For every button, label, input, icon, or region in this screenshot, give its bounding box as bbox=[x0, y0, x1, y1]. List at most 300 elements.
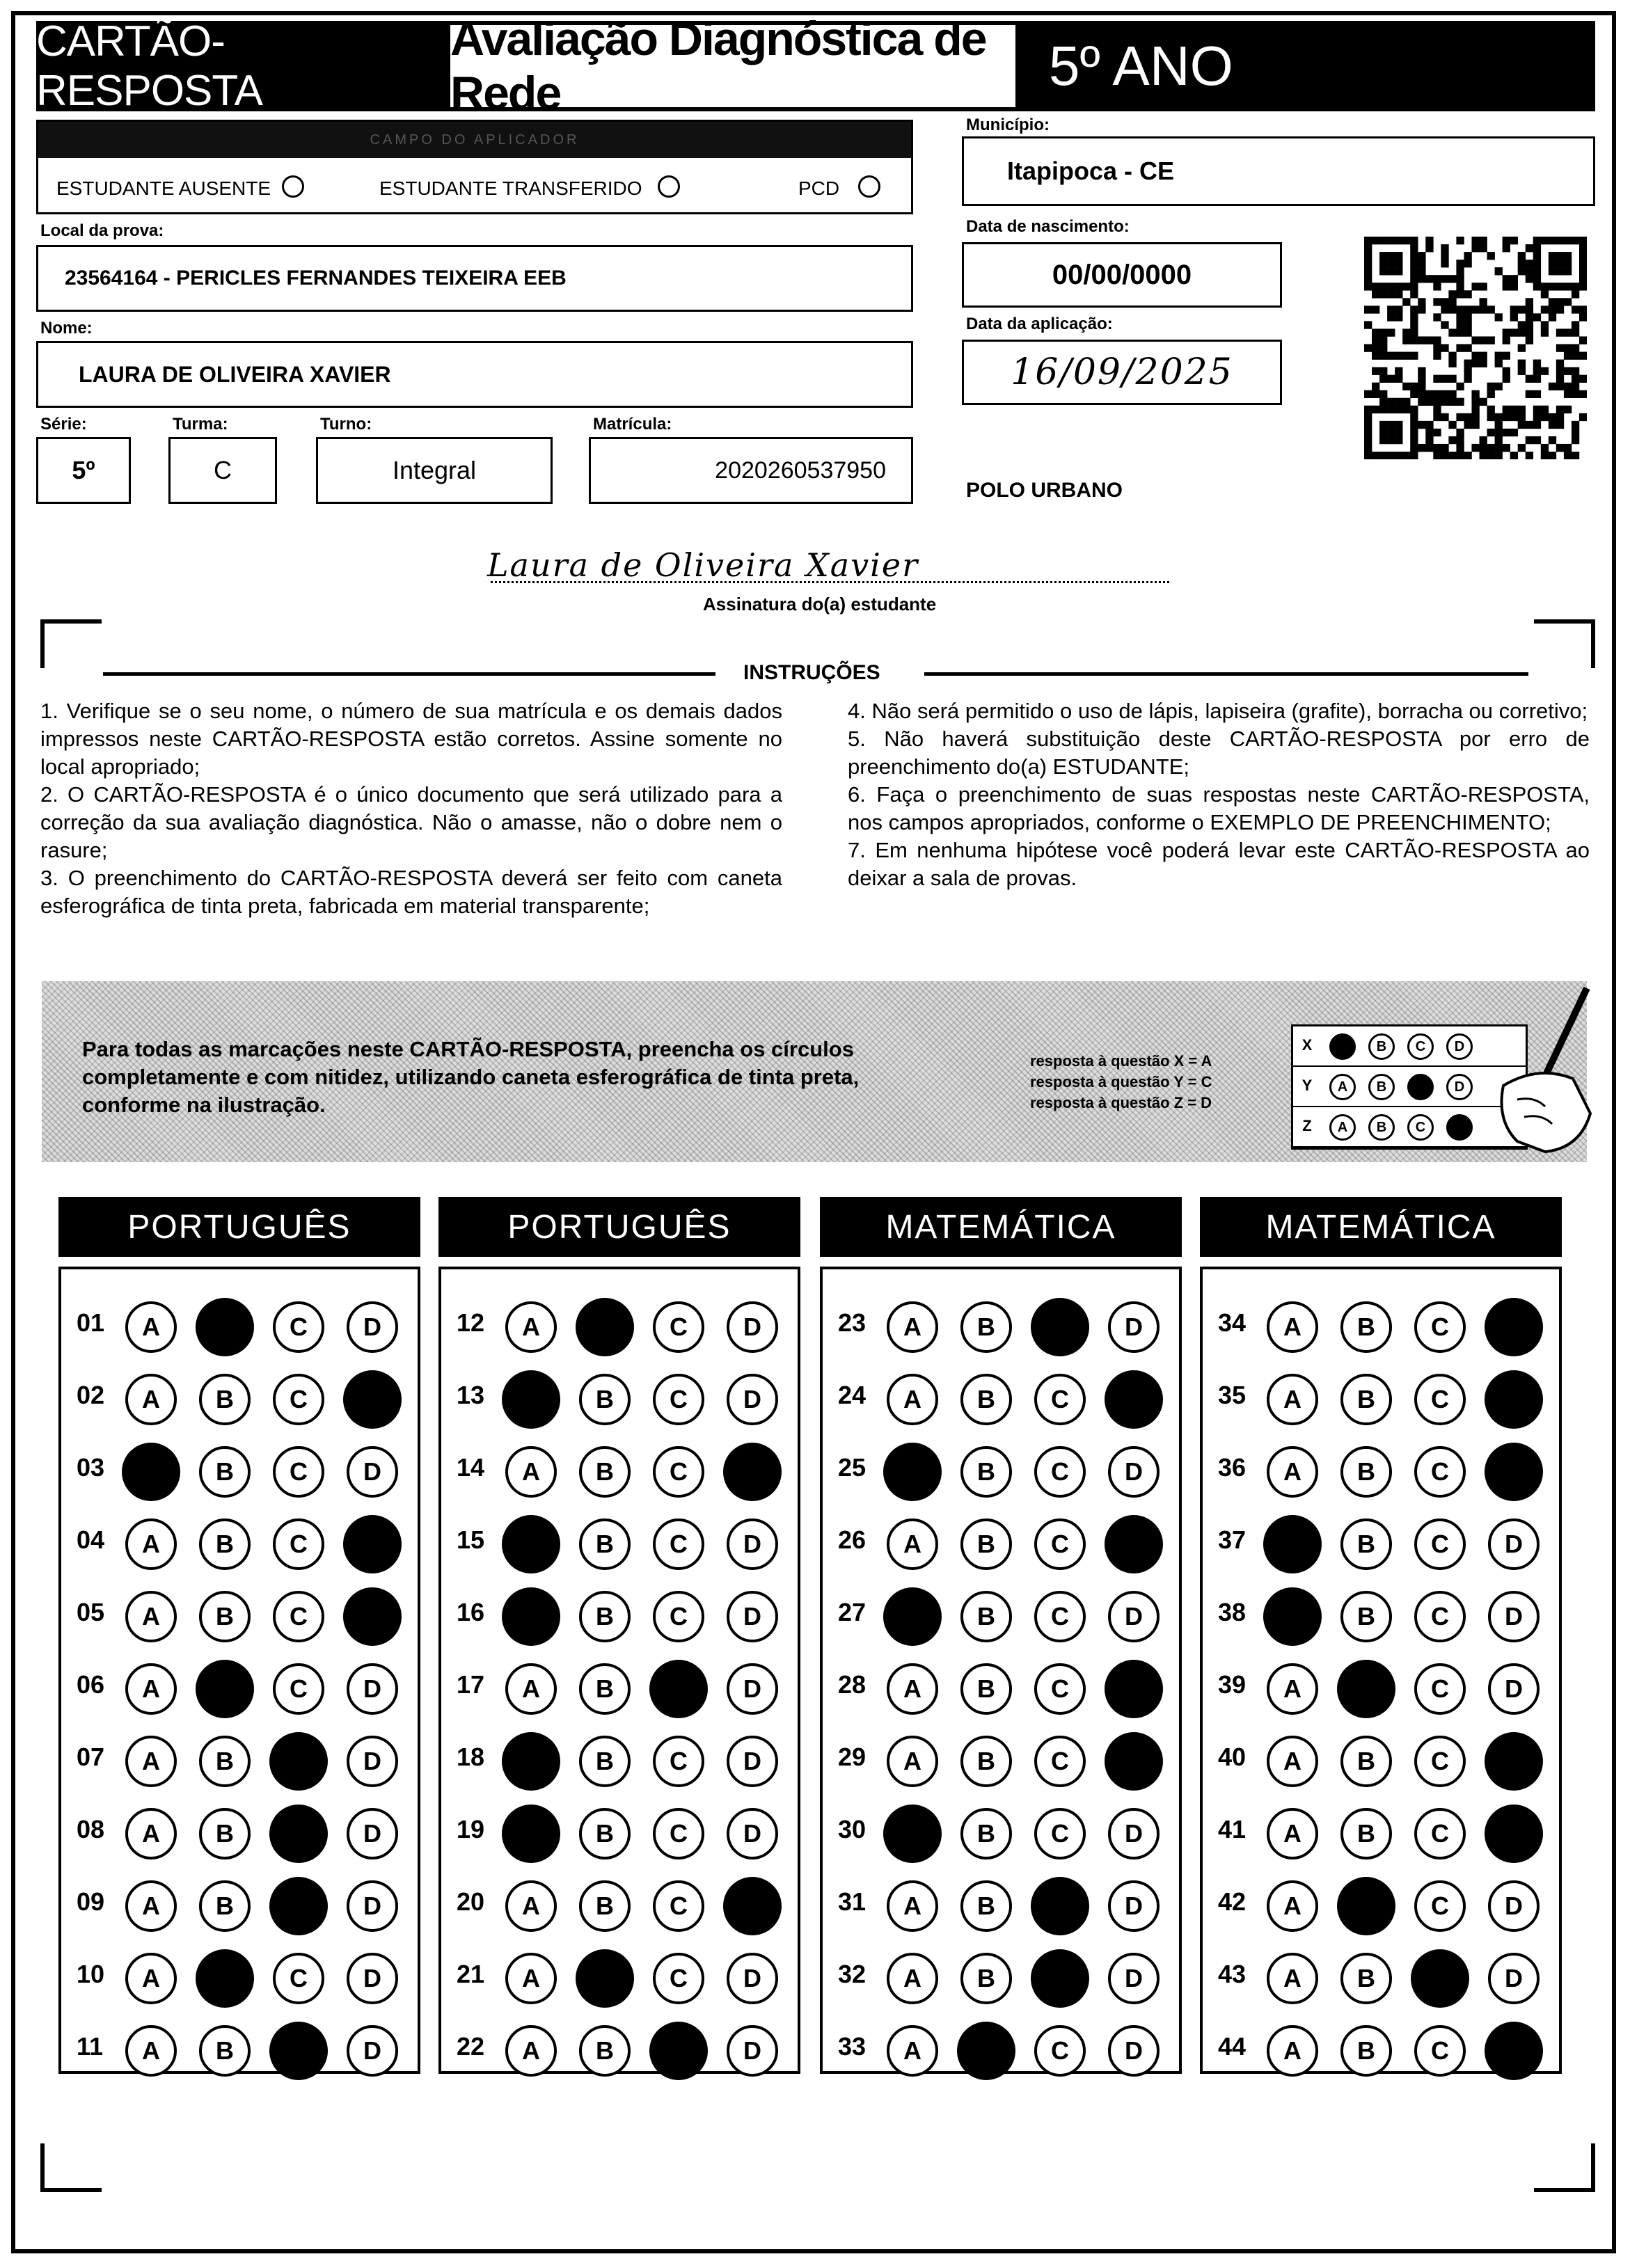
instructions-left-column bbox=[40, 697, 782, 920]
question-row bbox=[441, 1286, 798, 1360]
answer-bubble-a[interactable]: A bbox=[887, 1663, 938, 1715]
answer-bubble-d[interactable]: D bbox=[1108, 1591, 1160, 1642]
question-number: 15 bbox=[457, 1525, 485, 1554]
answer-bubble-d[interactable]: D bbox=[347, 1301, 398, 1353]
question-row bbox=[1203, 1648, 1559, 1722]
transferred-checkbox[interactable] bbox=[658, 175, 680, 198]
question-row bbox=[823, 1431, 1179, 1505]
answer-bubble-c[interactable] bbox=[1031, 1949, 1089, 2008]
corner-bracket-top-right bbox=[1534, 619, 1595, 668]
answer-bubble-c[interactable]: C bbox=[1414, 1663, 1466, 1715]
answer-bubble-a[interactable] bbox=[883, 1587, 942, 1646]
question-row bbox=[441, 1865, 798, 1939]
grade-label: 5º ANO bbox=[1049, 35, 1233, 97]
question-number: 36 bbox=[1218, 1453, 1247, 1482]
answer-bubble-a[interactable]: A bbox=[125, 1880, 177, 1932]
example-bubble: C bbox=[1407, 1033, 1434, 1060]
answer-column bbox=[1200, 1267, 1562, 2074]
question-row bbox=[441, 2010, 798, 2084]
answer-bubble-d[interactable] bbox=[343, 1587, 402, 1646]
answer-bubble-c[interactable] bbox=[269, 1877, 328, 1935]
answer-column bbox=[438, 1267, 800, 2074]
question-row bbox=[61, 1431, 418, 1505]
answer-bubble-c[interactable]: C bbox=[653, 1518, 704, 1570]
signature-caption: Assinatura do(a) estudante bbox=[703, 594, 937, 614]
answer-bubble-d[interactable]: D bbox=[1108, 1446, 1160, 1498]
answer-bubble-b[interactable]: B bbox=[199, 1880, 251, 1932]
question-row bbox=[823, 1286, 1179, 1360]
pcd-checkbox[interactable] bbox=[858, 175, 880, 198]
corner-bracket-bottom-right bbox=[1534, 2143, 1595, 2192]
answer-bubble-a[interactable] bbox=[883, 1805, 942, 1863]
answer-bubble-a[interactable]: A bbox=[125, 1301, 177, 1353]
answer-bubble-d[interactable]: D bbox=[1488, 1953, 1540, 2004]
question-row bbox=[1203, 1286, 1559, 1360]
answer-bubble-b[interactable]: B bbox=[1340, 1374, 1392, 1425]
answer-bubble-d[interactable]: D bbox=[727, 1518, 778, 1570]
answer-bubble-b[interactable]: B bbox=[199, 1736, 251, 1787]
answer-bubble-a[interactable]: A bbox=[125, 1808, 177, 1859]
pcd-label: PCD bbox=[798, 177, 840, 199]
answer-bubble-a[interactable]: A bbox=[505, 1663, 557, 1715]
answer-bubble-b[interactable]: B bbox=[199, 1374, 251, 1425]
example-bubble: B bbox=[1368, 1033, 1395, 1060]
question-number: 07 bbox=[77, 1743, 105, 1771]
answer-bubble-a[interactable]: A bbox=[1267, 1663, 1318, 1715]
answer-bubble-a[interactable]: A bbox=[505, 1953, 557, 2004]
answer-bubble-d[interactable]: D bbox=[1108, 1953, 1160, 2004]
instruction-item: 2. O CARTÃO-RESPOSTA é o único documento que será utilizado para a correção da sua avaliação diagnóstica. Não o amasse, não o dobre nem o rasure; bbox=[40, 782, 782, 862]
subject-header: MATEMÁTICA bbox=[820, 1197, 1182, 1257]
answer-bubble-b[interactable]: B bbox=[579, 1736, 631, 1787]
question-number: 33 bbox=[838, 2032, 867, 2061]
answer-bubble-a[interactable]: A bbox=[887, 2025, 938, 2077]
answer-bubble-a[interactable]: A bbox=[125, 1518, 177, 1570]
municipio-field: Itapipoca - CE bbox=[962, 136, 1595, 206]
question-row bbox=[823, 1720, 1179, 1794]
answer-bubble-c[interactable]: C bbox=[273, 1953, 324, 2004]
answer-bubble-a[interactable]: A bbox=[1267, 2025, 1318, 2077]
answer-bubble-c[interactable]: C bbox=[1414, 2025, 1466, 2077]
answer-bubble-b[interactable]: B bbox=[199, 1808, 251, 1859]
instruction-item: 5. Não haverá substituição deste CARTÃO-RESPOSTA por erro de preenchimento do(a) ESTUDANTE; bbox=[848, 727, 1590, 779]
answer-bubble-c[interactable]: C bbox=[1034, 1518, 1086, 1570]
question-row bbox=[61, 1865, 418, 1939]
answer-bubble-c[interactable]: C bbox=[653, 1808, 704, 1859]
question-number: 08 bbox=[77, 1815, 105, 1843]
question-number: 38 bbox=[1218, 1598, 1247, 1626]
answer-bubble-b[interactable]: B bbox=[1340, 1518, 1392, 1570]
example-bubble: A bbox=[1329, 1074, 1356, 1100]
answer-bubble-a[interactable]: A bbox=[1267, 1446, 1318, 1498]
answer-bubble-d[interactable] bbox=[343, 1370, 402, 1429]
answer-bubble-b[interactable]: B bbox=[579, 2025, 631, 2077]
answer-column bbox=[820, 1267, 1182, 2074]
answer-bubble-d[interactable]: D bbox=[1488, 1591, 1540, 1642]
answer-bubble-c[interactable]: C bbox=[1414, 1301, 1466, 1353]
question-row bbox=[823, 1937, 1179, 2011]
answer-bubble-d[interactable]: D bbox=[727, 1808, 778, 1859]
question-row bbox=[441, 1720, 798, 1794]
answer-bubble-c[interactable] bbox=[1411, 1949, 1469, 2008]
answer-bubble-c[interactable]: C bbox=[653, 1301, 704, 1353]
question-number: 16 bbox=[457, 1598, 485, 1626]
question-number: 30 bbox=[838, 1815, 867, 1843]
answer-bubble-a[interactable]: A bbox=[125, 1591, 177, 1642]
question-row bbox=[61, 1576, 418, 1649]
question-row bbox=[823, 1576, 1179, 1649]
answer-bubble-a[interactable]: A bbox=[125, 2025, 177, 2077]
answer-bubble-d[interactable] bbox=[723, 1443, 782, 1501]
example-bubble bbox=[1407, 1074, 1434, 1100]
answer-bubble-d[interactable]: D bbox=[1108, 1880, 1160, 1932]
turno-field: Integral bbox=[316, 437, 553, 504]
answer-bubble-b[interactable]: B bbox=[579, 1880, 631, 1932]
answer-bubble-b[interactable]: B bbox=[960, 1663, 1012, 1715]
instruction-item: 6. Faça o preenchimento de suas respostas neste CARTÃO-RESPOSTA, nos campos apropriados, conforme o EXEMPLO DE PREENCHIMENTO; bbox=[848, 782, 1590, 834]
question-row bbox=[441, 1358, 798, 1432]
question-row bbox=[61, 1648, 418, 1722]
answer-bubble-c[interactable]: C bbox=[653, 1953, 704, 2004]
answer-bubble-a[interactable]: A bbox=[887, 1880, 938, 1932]
answer-bubble-c[interactable]: C bbox=[1034, 1808, 1086, 1859]
answer-bubble-b[interactable]: B bbox=[1340, 1591, 1392, 1642]
answer-bubble-d[interactable] bbox=[1485, 1732, 1543, 1791]
question-number: 20 bbox=[457, 1887, 485, 1916]
answer-bubble-b[interactable]: B bbox=[199, 2025, 251, 2077]
answer-bubble-a[interactable] bbox=[502, 1370, 560, 1429]
answer-bubble-b[interactable]: B bbox=[960, 1736, 1012, 1787]
answer-bubble-c[interactable] bbox=[269, 1732, 328, 1791]
answer-bubble-b[interactable]: B bbox=[1340, 1446, 1392, 1498]
question-number: 32 bbox=[838, 1960, 867, 1988]
answer-bubble-b[interactable] bbox=[1337, 1877, 1395, 1935]
question-row bbox=[1203, 1503, 1559, 1577]
answer-bubble-c[interactable]: C bbox=[273, 1518, 324, 1570]
answer-bubble-b[interactable] bbox=[196, 1298, 254, 1356]
turma-label: Turma: bbox=[173, 415, 228, 434]
answer-bubble-a[interactable]: A bbox=[505, 1880, 557, 1932]
question-number: 41 bbox=[1218, 1815, 1247, 1843]
example-row-label: Z bbox=[1302, 1117, 1312, 1134]
corner-bracket-bottom-left bbox=[40, 2143, 102, 2192]
answer-bubble-c[interactable]: C bbox=[1414, 1374, 1466, 1425]
answer-bubble-b[interactable]: B bbox=[199, 1518, 251, 1570]
matricula-field: 2020260537950 bbox=[589, 437, 913, 504]
fill-example-text: Para todas as marcações neste CARTÃO-RESPOSTA, preencha os círculos completamente e com nitidez, utilizando caneta esferográfica de tinta preta, conforme na ilustração. bbox=[82, 1037, 860, 1117]
example-bubble: A bbox=[1329, 1114, 1356, 1141]
answer-bubble-a[interactable] bbox=[122, 1443, 180, 1501]
answer-bubble-b[interactable]: B bbox=[579, 1446, 631, 1498]
answer-bubble-b[interactable] bbox=[196, 1949, 254, 2008]
answer-bubble-d[interactable]: D bbox=[1108, 2025, 1160, 2077]
answer-bubble-c[interactable]: C bbox=[1414, 1736, 1466, 1787]
answer-bubble-c[interactable]: C bbox=[1034, 1446, 1086, 1498]
answer-bubble-b[interactable]: B bbox=[960, 1518, 1012, 1570]
answer-bubble-b[interactable]: B bbox=[199, 1446, 251, 1498]
polo-label: POLO URBANO bbox=[966, 479, 1123, 502]
answer-bubble-c[interactable]: C bbox=[1034, 1374, 1086, 1425]
answer-bubble-c[interactable]: C bbox=[653, 1374, 704, 1425]
nascimento-field: 00/00/0000 bbox=[962, 242, 1282, 308]
question-row bbox=[61, 1503, 418, 1577]
question-row bbox=[1203, 1793, 1559, 1866]
answer-bubble-d[interactable]: D bbox=[727, 1374, 778, 1425]
question-row bbox=[823, 1358, 1179, 1432]
answer-bubble-c[interactable]: C bbox=[1034, 1591, 1086, 1642]
answer-bubble-b[interactable]: B bbox=[960, 1591, 1012, 1642]
transferred-label: ESTUDANTE TRANSFERIDO bbox=[379, 177, 642, 199]
question-number: 29 bbox=[838, 1743, 867, 1771]
answer-bubble-d[interactable] bbox=[343, 1515, 402, 1573]
question-number: 26 bbox=[838, 1525, 867, 1554]
answer-bubble-d[interactable]: D bbox=[727, 1953, 778, 2004]
question-row bbox=[61, 1286, 418, 1360]
answer-bubble-a[interactable]: A bbox=[505, 1446, 557, 1498]
answer-bubble-c[interactable]: C bbox=[1414, 1446, 1466, 1498]
example-bubble bbox=[1446, 1114, 1473, 1141]
question-number: 21 bbox=[457, 1960, 485, 1988]
answer-bubble-b[interactable] bbox=[576, 1298, 634, 1356]
answer-bubble-c[interactable]: C bbox=[653, 1591, 704, 1642]
answer-bubble-c[interactable]: C bbox=[1414, 1518, 1466, 1570]
answer-bubble-a[interactable]: A bbox=[887, 1301, 938, 1353]
answer-bubble-b[interactable]: B bbox=[1340, 1736, 1392, 1787]
answer-bubble-d[interactable] bbox=[1105, 1732, 1163, 1791]
answer-bubble-a[interactable]: A bbox=[887, 1374, 938, 1425]
question-number: 34 bbox=[1218, 1308, 1247, 1337]
answer-bubble-a[interactable]: A bbox=[887, 1736, 938, 1787]
question-number: 43 bbox=[1218, 1960, 1247, 1988]
answer-bubble-b[interactable]: B bbox=[1340, 2025, 1392, 2077]
answer-bubble-d[interactable] bbox=[723, 1877, 782, 1935]
question-row bbox=[1203, 1720, 1559, 1794]
answer-bubble-b[interactable]: B bbox=[579, 1518, 631, 1570]
answer-bubble-c[interactable]: C bbox=[273, 1301, 324, 1353]
example-bubble: B bbox=[1368, 1114, 1395, 1141]
answer-bubble-b[interactable] bbox=[196, 1660, 254, 1718]
answer-bubble-a[interactable]: A bbox=[125, 1953, 177, 2004]
question-row bbox=[61, 1358, 418, 1432]
answer-bubble-c[interactable] bbox=[269, 2022, 328, 2080]
absent-checkbox[interactable] bbox=[282, 175, 304, 198]
question-number: 11 bbox=[77, 2032, 104, 2061]
answer-bubble-a[interactable] bbox=[1263, 1515, 1322, 1573]
answer-bubble-a[interactable]: A bbox=[1267, 1374, 1318, 1425]
answer-bubble-d[interactable]: D bbox=[1488, 1518, 1540, 1570]
matricula-label: Matrícula: bbox=[593, 415, 672, 434]
question-number: 05 bbox=[77, 1598, 105, 1626]
answer-bubble-d[interactable]: D bbox=[727, 1663, 778, 1715]
answer-bubble-c[interactable] bbox=[649, 1660, 708, 1718]
question-row bbox=[441, 1648, 798, 1722]
question-row bbox=[823, 1793, 1179, 1866]
question-number: 24 bbox=[838, 1381, 867, 1409]
answer-bubble-b[interactable]: B bbox=[579, 1374, 631, 1425]
answer-bubble-c[interactable] bbox=[1031, 1298, 1089, 1356]
answer-bubble-d[interactable]: D bbox=[347, 1808, 398, 1859]
card-title: CARTÃO-RESPOSTA bbox=[36, 17, 263, 115]
answer-bubble-d[interactable]: D bbox=[1108, 1808, 1160, 1859]
fill-example-band bbox=[42, 981, 1587, 1162]
answer-bubble-d[interactable] bbox=[1105, 1370, 1163, 1429]
answer-bubble-c[interactable]: C bbox=[1034, 1663, 1086, 1715]
question-row bbox=[441, 1937, 798, 2011]
answer-bubble-d[interactable]: D bbox=[347, 1880, 398, 1932]
nome-field: LAURA DE OLIVEIRA XAVIER bbox=[36, 341, 913, 408]
answer-bubble-d[interactable] bbox=[1485, 1298, 1543, 1356]
answer-bubble-b[interactable]: B bbox=[960, 1953, 1012, 2004]
answer-bubble-d[interactable]: D bbox=[1488, 1663, 1540, 1715]
answer-bubble-c[interactable]: C bbox=[653, 1880, 704, 1932]
question-row bbox=[1203, 2010, 1559, 2084]
answer-bubble-a[interactable]: A bbox=[505, 2025, 557, 2077]
question-row bbox=[823, 2010, 1179, 2084]
applicator-box bbox=[36, 120, 913, 214]
answer-bubble-b[interactable]: B bbox=[1340, 1808, 1392, 1859]
local-field: 23564164 - PERICLES FERNANDES TEIXEIRA EEB bbox=[36, 245, 913, 312]
answer-bubble-a[interactable]: A bbox=[1267, 1301, 1318, 1353]
answer-bubble-d[interactable] bbox=[1485, 2022, 1543, 2080]
answer-bubble-c[interactable]: C bbox=[1414, 1880, 1466, 1932]
local-label: Local da prova: bbox=[40, 221, 164, 240]
answer-bubble-c[interactable]: C bbox=[273, 1446, 324, 1498]
question-number: 18 bbox=[457, 1743, 485, 1771]
question-number: 37 bbox=[1218, 1525, 1247, 1554]
question-number: 31 bbox=[838, 1887, 867, 1916]
example-bubble: C bbox=[1407, 1114, 1434, 1141]
question-number: 23 bbox=[838, 1308, 867, 1337]
answer-bubble-b[interactable] bbox=[957, 2022, 1015, 2080]
question-number: 17 bbox=[457, 1670, 485, 1699]
question-number: 14 bbox=[457, 1453, 485, 1482]
question-row bbox=[1203, 1358, 1559, 1432]
answer-bubble-b[interactable] bbox=[1337, 1660, 1395, 1718]
answer-bubble-b[interactable]: B bbox=[960, 1301, 1012, 1353]
answer-bubble-d[interactable] bbox=[1485, 1443, 1543, 1501]
instruction-item: 7. Em nenhuma hipótese você poderá levar este CARTÃO-RESPOSTA ao deixar a sala de provas. bbox=[848, 838, 1590, 890]
answer-bubble-d[interactable]: D bbox=[727, 1736, 778, 1787]
answer-bubble-b[interactable]: B bbox=[579, 1591, 631, 1642]
answer-bubble-a[interactable]: A bbox=[1267, 1736, 1318, 1787]
example-bubble: D bbox=[1446, 1074, 1473, 1100]
answer-bubble-a[interactable] bbox=[502, 1732, 560, 1791]
answer-bubble-b[interactable] bbox=[576, 1949, 634, 2008]
legend-line: resposta à questão Y = C bbox=[1030, 1073, 1212, 1091]
answer-bubble-c[interactable]: C bbox=[653, 1446, 704, 1498]
answer-bubble-d[interactable]: D bbox=[1488, 1880, 1540, 1932]
answer-bubble-c[interactable] bbox=[269, 1805, 328, 1863]
answer-bubble-a[interactable]: A bbox=[887, 1518, 938, 1570]
answer-bubble-b[interactable]: B bbox=[579, 1663, 631, 1715]
example-row-label: Y bbox=[1301, 1077, 1313, 1094]
answer-bubble-b[interactable]: B bbox=[960, 1374, 1012, 1425]
fill-example-legend bbox=[1030, 1051, 1212, 1113]
student-signature: Laura de Oliveira Xavier bbox=[487, 546, 919, 584]
question-number: 42 bbox=[1218, 1887, 1247, 1916]
answer-bubble-c[interactable]: C bbox=[1034, 2025, 1086, 2077]
instructions-title: INSTRUÇÕES bbox=[738, 661, 886, 685]
answer-bubble-d[interactable]: D bbox=[727, 1301, 778, 1353]
question-number: 02 bbox=[77, 1381, 105, 1409]
answer-bubble-a[interactable] bbox=[883, 1443, 942, 1501]
answer-bubble-a[interactable]: A bbox=[1267, 1880, 1318, 1932]
answer-bubble-a[interactable]: A bbox=[1267, 1808, 1318, 1859]
answer-bubble-a[interactable] bbox=[502, 1587, 560, 1646]
answer-bubble-c[interactable]: C bbox=[273, 1374, 324, 1425]
answer-bubble-a[interactable]: A bbox=[125, 1736, 177, 1787]
aplicacao-field: 16/09/2025 bbox=[962, 340, 1282, 405]
answer-bubble-d[interactable]: D bbox=[727, 2025, 778, 2077]
answer-bubble-c[interactable]: C bbox=[653, 1736, 704, 1787]
turma-field: C bbox=[168, 437, 277, 504]
answer-bubble-d[interactable] bbox=[1105, 1515, 1163, 1573]
qr-code bbox=[1364, 237, 1587, 459]
answer-bubble-d[interactable] bbox=[1105, 1660, 1163, 1718]
answer-bubble-b[interactable]: B bbox=[1340, 1301, 1392, 1353]
answer-bubble-d[interactable] bbox=[1485, 1805, 1543, 1863]
question-row bbox=[61, 1793, 418, 1866]
example-bubble: B bbox=[1368, 1074, 1395, 1100]
answer-bubble-a[interactable]: A bbox=[887, 1953, 938, 2004]
answer-bubble-c[interactable] bbox=[649, 2022, 708, 2080]
applicator-header: CAMPO DO APLICADOR bbox=[38, 122, 911, 158]
answer-bubble-c[interactable]: C bbox=[273, 1663, 324, 1715]
answer-bubble-c[interactable] bbox=[1031, 1877, 1089, 1935]
answer-column bbox=[58, 1267, 420, 2074]
answer-bubble-d[interactable]: D bbox=[347, 1446, 398, 1498]
answer-bubble-b[interactable]: B bbox=[579, 1808, 631, 1859]
answer-bubble-a[interactable]: A bbox=[1267, 1953, 1318, 2004]
answer-bubble-d[interactable]: D bbox=[347, 1663, 398, 1715]
question-number: 40 bbox=[1218, 1743, 1247, 1771]
question-row bbox=[823, 1648, 1179, 1722]
answer-bubble-c[interactable]: C bbox=[273, 1591, 324, 1642]
question-row bbox=[1203, 1865, 1559, 1939]
answer-bubble-d[interactable] bbox=[1485, 1370, 1543, 1429]
answer-bubble-d[interactable]: D bbox=[347, 2025, 398, 2077]
answer-bubble-c[interactable]: C bbox=[1414, 1808, 1466, 1859]
answer-bubble-b[interactable]: B bbox=[1340, 1953, 1392, 2004]
answer-bubble-a[interactable]: A bbox=[505, 1301, 557, 1353]
question-row bbox=[1203, 1576, 1559, 1649]
subject-header: PORTUGUÊS bbox=[58, 1197, 420, 1257]
answer-bubble-d[interactable]: D bbox=[347, 1953, 398, 2004]
question-row bbox=[441, 1793, 798, 1866]
answer-bubble-d[interactable]: D bbox=[727, 1591, 778, 1642]
question-number: 39 bbox=[1218, 1670, 1247, 1699]
answer-bubble-b[interactable]: B bbox=[960, 1446, 1012, 1498]
answer-bubble-a[interactable] bbox=[502, 1805, 560, 1863]
answer-bubble-d[interactable]: D bbox=[347, 1736, 398, 1787]
question-number: 03 bbox=[77, 1453, 105, 1482]
question-row bbox=[441, 1431, 798, 1505]
question-row bbox=[823, 1865, 1179, 1939]
answer-bubble-a[interactable]: A bbox=[125, 1374, 177, 1425]
answer-bubble-b[interactable]: B bbox=[960, 1880, 1012, 1932]
question-number: 04 bbox=[77, 1525, 105, 1554]
answer-bubble-d[interactable]: D bbox=[1108, 1301, 1160, 1353]
legend-line: resposta à questão Z = D bbox=[1030, 1094, 1212, 1111]
answer-bubble-a[interactable] bbox=[1263, 1587, 1322, 1646]
question-row bbox=[1203, 1937, 1559, 2011]
answer-bubble-c[interactable]: C bbox=[1034, 1736, 1086, 1787]
answer-bubble-b[interactable]: B bbox=[199, 1591, 251, 1642]
answer-bubble-b[interactable]: B bbox=[960, 1808, 1012, 1859]
answer-bubble-a[interactable]: A bbox=[125, 1663, 177, 1715]
answer-bubble-a[interactable] bbox=[502, 1515, 560, 1573]
answer-bubble-c[interactable]: C bbox=[1414, 1591, 1466, 1642]
